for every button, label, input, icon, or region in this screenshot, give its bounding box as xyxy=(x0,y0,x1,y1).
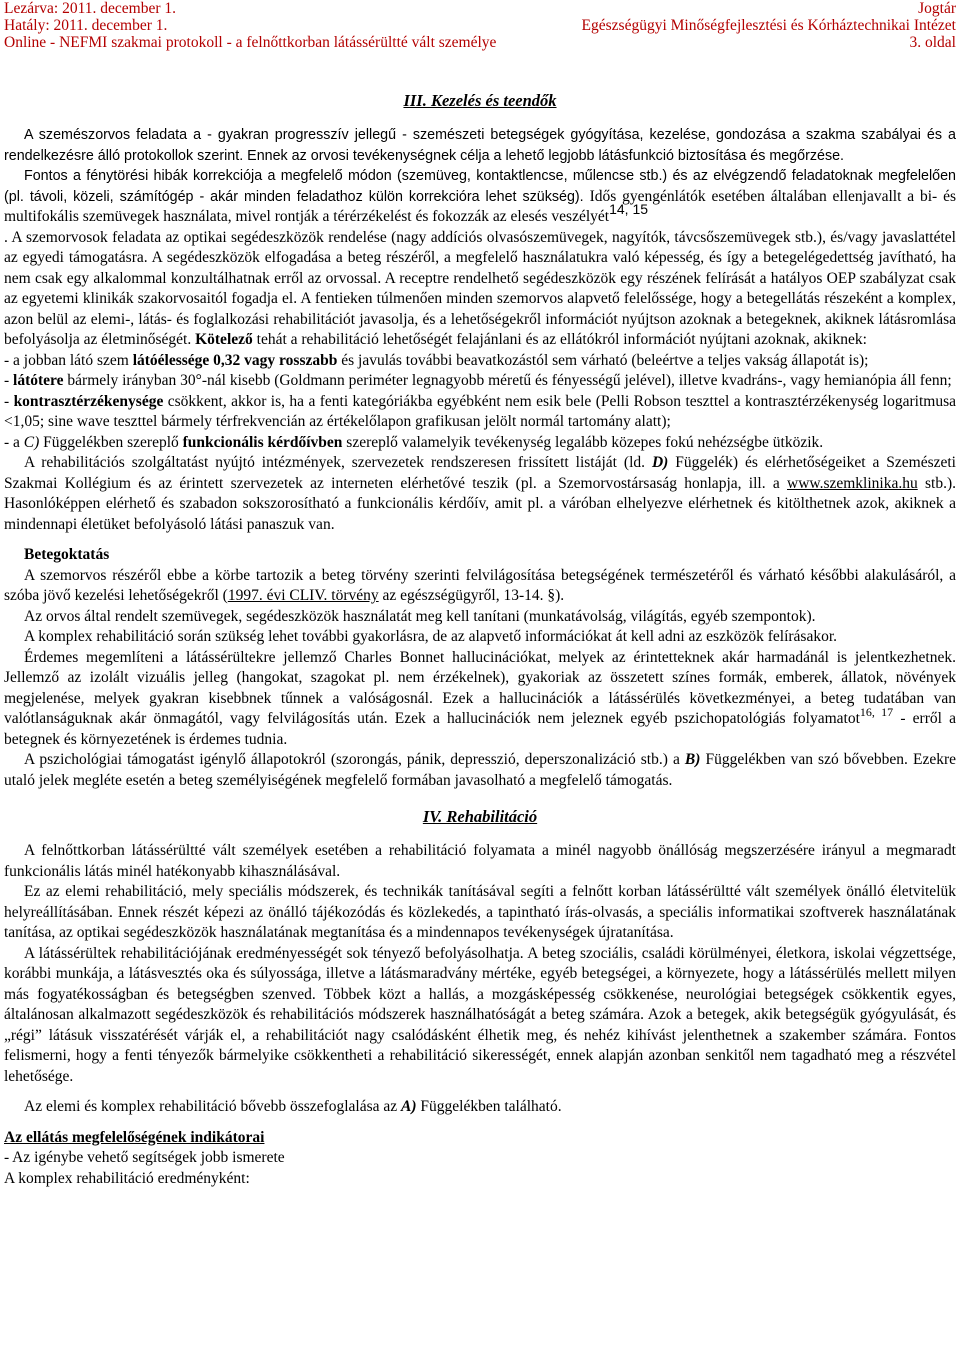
header-publisher: Jogtár xyxy=(918,0,956,17)
paragraph: A felnőttkorban látássérültté vált személyek esetében a rehabilitáció folyamata a minél nagyobb önállóság megszerzésére irányul a megmaradt funkcionális látás minél hatékonyabb kihasználásával. xyxy=(4,842,956,880)
emphasis: funkcionális kérdőívben xyxy=(182,433,343,451)
header-protocol-title: Online - NEFMI szakmai protokoll - a felnőttkorban látássérültté vált személye xyxy=(4,34,497,51)
paragraph-text: tehát a rehabilitáció lehetőségét felajánlani és az ellátókról információt nyújtani azoknak, akiknek: xyxy=(252,331,867,348)
paragraph-text: Függelékben van szó bővebben. Ezekre utaló jelek megléte esetén a beteg személyiségének megfelelő formában javasolható a megfelelő támogatás. xyxy=(4,751,956,789)
section-title-rehabilitation: IV. Rehabilitáció xyxy=(422,807,538,826)
paragraph-text: A szemorvos részéről ebbe a körbe tartozik a beteg törvény szerinti felvilágosítása betegségének természetéről és várható későbbi alakulásáról, a szóba jövő kezelési lehetőségekről ( xyxy=(4,566,956,604)
criteria-item xyxy=(4,351,956,372)
criteria-item xyxy=(4,371,956,392)
appendix-ref: A) xyxy=(401,1098,417,1115)
paragraph: Az orvos által rendelt szemüvegek, segédeszközök használatát meg kell tanítani (munkatávolság, világítás, egyéb szempontok). xyxy=(24,607,816,625)
header-page-number: 3. oldal xyxy=(909,34,956,51)
paragraph-text: Függelékben található. xyxy=(416,1098,562,1115)
list-text: csökkent, akkor is, ha a fenti kategóriákba egyébként nem esik bele (Pelli Robson teszttel a kontrasztérzékenység logaritmusa <1,05; sine wave teszttel bármely térfrekvencián az értékelőlapon grafikusan jelölt normál tartomány alatt); xyxy=(4,392,956,430)
paragraph: A komplex rehabilitáció során szükség lehet további gyakorlásra, de az alapvető információkat át kell adni az eszközök felírásakor. xyxy=(24,628,838,645)
paragraph xyxy=(4,228,956,351)
list-text: - a xyxy=(4,433,24,451)
list-text: Függelékben szereplő xyxy=(39,433,183,451)
paragraph xyxy=(4,750,956,791)
appendix-ref: C) xyxy=(23,433,40,451)
emphasis: kontrasztérzékenysége xyxy=(13,392,164,410)
list-text: szereplő valamelyik tevékenység legalább közepes fokú nehézségbe ütközik. xyxy=(342,433,824,451)
criteria-item xyxy=(4,433,956,454)
paragraph: Ez az elemi rehabilitáció, mely speciális módszerek, és technikák tanításával segíti a felnőtt korban látássérültté vált személyek önálló életvitelük helyreállításában. Ennek részét képezi az önálló tájékozódás és közlekedés, a tapintható írás-olvasás, a speciális informatikai szoftverek használatának tanítása, az optikai segédeszközök használatának megtanítása és a mindennapos tevékenységek újratanítása. xyxy=(4,883,956,941)
section-title-treatment: III. Kezelés és teendők xyxy=(403,91,557,110)
page-header xyxy=(4,0,956,51)
paragraph xyxy=(4,453,956,535)
paragraph-text: Érdemes megemlíteni a látássérültekre jellemző Charles Bonnet hallucinációkat, melyek az érintetteknek akár harmadánál is jelentkezhetnek. Jellemző az izolált vizuális jelleg (hangokat, szagokat pl. nem érzékelnek), gyakoriak az összetett színes formák, emberek, állatok, növények megjelenése, melyek gyakran kisebbnek tűnnek a valóságosnál. Ezek a hallucinációk a látássérülés következményei, a beteg tudatában van valótlanságuknak akár önmagától, vagy felvilágosítás után. Ezek a hallucinációk nem jeleznek egyéb pszichopatológiás folyamatot xyxy=(4,648,956,727)
paragraph-text: A rehabilitációs szolgáltatást nyújtó intézmények, szervezetek rendszeresen frissített listáját (ld. xyxy=(24,454,652,471)
paragraph-text: Idős gyengénlátók esetében általában ellenjavallt a bi- és multifokális szemüvegek használata, mivel rontják a térérzékelést és fokozzák az elesés veszélyét xyxy=(4,187,956,225)
paragraph-text: - erről a betegnek és környezetének is érdemes tudnia. xyxy=(4,710,956,748)
list-text: - xyxy=(4,392,14,410)
list-text: - xyxy=(4,372,14,389)
website-link[interactable]: www.szemklinika.hu xyxy=(787,474,918,492)
appendix-ref: B) xyxy=(684,751,701,768)
indicator-item: A komplex rehabilitáció eredményként: xyxy=(4,1169,250,1187)
paragraph-text: A pszichológiai támogatást igénylő állapotokról (szorongás, pánik, depresszió, deperszonalizáció stb.) a xyxy=(24,751,685,768)
subsection-title-patient-education: Betegoktatás xyxy=(24,546,110,563)
footnote-ref: 16, 17 xyxy=(859,705,894,719)
paragraph xyxy=(4,566,956,607)
list-text: - a jobban látó szem xyxy=(4,351,133,369)
emphasis: látótere xyxy=(13,372,64,389)
criteria-item xyxy=(4,392,956,433)
footnote-ref: 14, 15 xyxy=(609,201,649,217)
paragraph-text: . A szemorvosok feladata az optikai segédeszközök rendelése (nagy addíciós olvasószemüvegek, nagyítók, távcsőszemüvegek stb.), és/vagy javaslattétel az egyedi támogatásra. A segédeszközök elfogadása a beteg részéről, a megfelelő használatukra való képesség, és így a betegelégedettség javítható, ha nem csak egy alkalommal konzultálhatnak erről az orvossal. A receptre rendelhető segédeszközök egy részének felírását a hatályos OEP szabályzat csak az egyetemi klinikák szakorvosaitól fogadja el. A fentieken túlmenően minden szemorvos alapvető felelőssége, hogy a betegellátás részeként a komplex, azon belül az elemi-, látás- és foglalkozási rehabilitációt javasolja, és a lehetőségekről információt nyújtson azoknak a betegeknek, akiknek látásromlása befolyásolja az életminőségét. xyxy=(4,228,956,348)
paragraph-text: az egészségügyről, 13-14. §). xyxy=(378,587,565,604)
appendix-ref: D) xyxy=(651,454,669,471)
paragraph-text: Az elemi és komplex rehabilitáció bővebb összefoglalása az xyxy=(24,1098,402,1115)
paragraph-text: Fontos a fénytörési hibák korrekciója a megfelelő módon (szemüveg, kontaktlencse, műlencse stb.) és az elvégzendő feladatoknak megfelelően (pl. távoli, közeli, számítógép - akár minden feladathoz külön korrekcióra lehet szükség). xyxy=(4,168,956,205)
header-closed-date: Lezárva: 2011. december 1. xyxy=(4,0,176,17)
header-institute: Egészségügyi Minőségfejlesztési és Kórháztechnikai Intézet xyxy=(581,17,956,34)
paragraph-text: Függelék) és elérhetőségeiket a Szemészeti Szakmai Kollégium és az érintett szervezetek az interneten elérhetővé teszik (pl. a Szemorvostársaság honlapja, ill. a xyxy=(4,454,956,492)
indicator-item: - Az igénybe vehető segítségek jobb ismerete xyxy=(4,1149,285,1166)
emphasis: Kötelező xyxy=(195,331,253,348)
list-text: és javulás további beavatkozástól sem várható (beleértve a teljes vakság állapotát is); xyxy=(337,351,869,369)
law-link[interactable]: 1997. évi CLIV. törvény xyxy=(227,587,379,604)
paragraph: A látássérültek rehabilitációjának eredményességét sok tényező befolyásolhatja. A beteg szociális, családi körülményei, életkora, iskolai végzettsége, korábbi munkája, a látásvesztés oka és súlyossága, illetve a látásmaradvány mértéke, egyéb betegségei, a környezete, hogy a látássérülés mellett milyen más fogyatékosságban és betegségben szenved. Többek közt a hallás, a mozgásképesség csökkenése, neurológiai betegségek csökkentik egyes, általánosan alkalmazott segédeszközök és rehabilitációs módszerek használhatóságát a beteg számára. Azok a betegek, akik betegségük gyógyulását, és „régi” látásuk visszatérését várják el, a rehabilitációt nagy csalódásként élhetik meg, és nehéz kihívást jelenthetnek a szakember számára. Fontos felismerni, hogy a fenti tényezők bármelyike csökkentheti a rehabilitáció sikerességét, ennek alapján azonban senkitől nem tagadható meg a részvétel lehetősége. xyxy=(4,944,956,1085)
list-text: bármely irányban 30°-nál kisebb (Goldmann periméter legnagyobb méretű és fényességű jelével), illetve kvadráns-, vagy hemianópia áll fenn; xyxy=(63,372,952,389)
emphasis: látóélessége 0,32 vagy rosszabb xyxy=(132,351,338,369)
header-effective-date: Hatály: 2011. december 1. xyxy=(4,17,168,34)
paragraph xyxy=(4,166,956,228)
indicators-title: Az ellátás megfelelőségének indikátorai xyxy=(4,1128,265,1146)
paragraph xyxy=(4,648,956,751)
paragraph-text: stb.). Hasonlóképpen elérhető és szabadon sokszorosítható a funkcionális kérdőív, amit pl. a váróban elhelyezve elérhetnek és kitölthetnek azok, akiknek a mindennapi életüket befolyásoló látási panaszuk van. xyxy=(4,474,957,533)
paragraph: A szemészorvos feladata a - gyakran progresszív jellegű - szemészeti betegségek gyógyítása, kezelése, gondozása a szakma szabályai és a rendelkezésre álló protokollok szerint. Ennek az orvosi tevékenységnek célja a lehető legjobb látásfunkció biztosítása és megőrzése. xyxy=(4,127,956,164)
paragraph xyxy=(4,1097,956,1118)
